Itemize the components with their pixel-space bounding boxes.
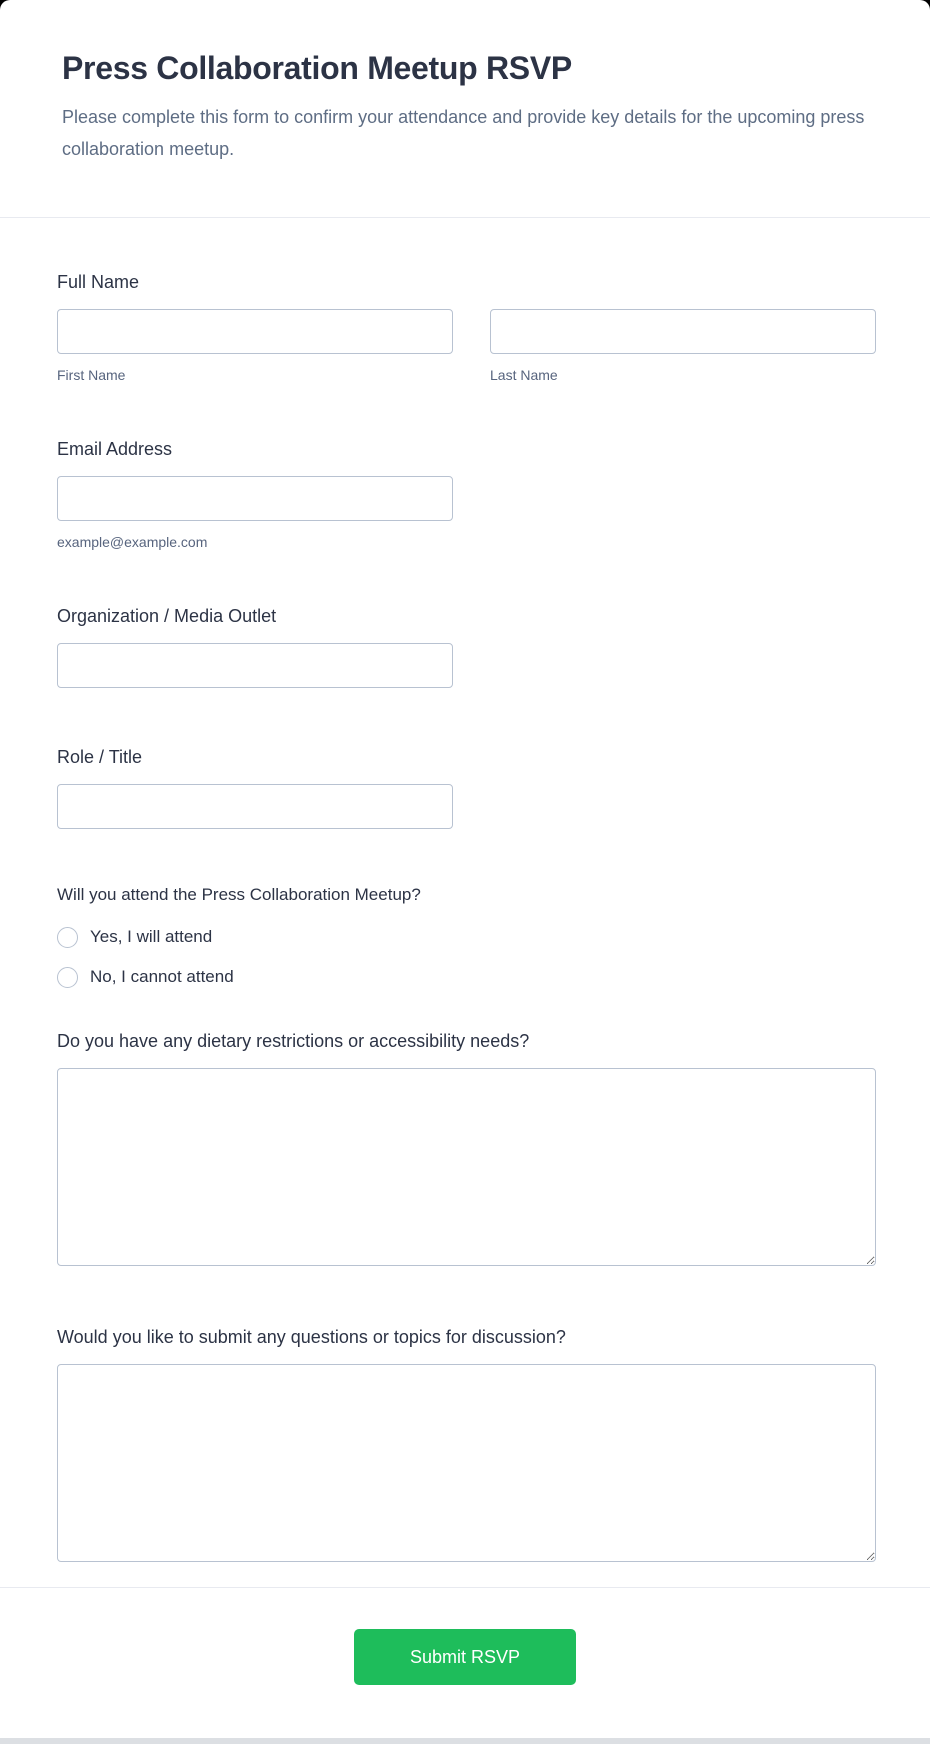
full-name-inputs: [57, 309, 876, 354]
radio-option-no[interactable]: [57, 963, 876, 991]
field-role: [57, 747, 876, 829]
last-name-input[interactable]: [490, 309, 876, 354]
form-subtitle: Please complete this form to confirm your attendance and provide key details for the upcoming press collaboration meetup.: [62, 107, 865, 159]
role-label: Role / Title: [57, 747, 143, 767]
role-input[interactable]: [57, 784, 453, 829]
field-email: [57, 439, 876, 550]
submit-rsvp-button[interactable]: Submit RSVP: [354, 1629, 576, 1685]
first-name-input[interactable]: [57, 309, 453, 354]
questions-textarea[interactable]: [57, 1364, 876, 1562]
dietary-label: Do you have any dietary restrictions or accessibility needs?: [57, 1031, 530, 1051]
form-header: [0, 0, 930, 218]
dietary-textarea[interactable]: [57, 1068, 876, 1266]
radio-no-icon[interactable]: [57, 967, 78, 988]
page-title: Press Collaboration Meetup RSVP: [62, 50, 572, 86]
email-label: Email Address: [57, 439, 173, 459]
radio-yes-icon[interactable]: [57, 927, 78, 948]
radio-option-yes[interactable]: [57, 923, 876, 951]
email-sublabel: example@example.com: [57, 534, 208, 550]
email-input[interactable]: [57, 476, 453, 521]
last-name-sublabel: Last Name: [490, 367, 558, 383]
full-name-label: Full Name: [57, 272, 140, 292]
organization-input[interactable]: [57, 643, 453, 688]
radio-no-label: No, I cannot attend: [90, 967, 234, 986]
bottom-strip: [0, 1738, 930, 1744]
questions-label: Would you like to submit any questions or topics for discussion?: [57, 1327, 566, 1347]
field-organization: [57, 606, 876, 688]
full-name-sublabels: [57, 354, 876, 383]
field-questions: [57, 1327, 876, 1567]
field-attendance: [57, 885, 876, 991]
field-dietary: [57, 1031, 876, 1271]
attendance-question: Will you attend the Press Collaboration Meetup?: [57, 885, 421, 904]
form-body: [0, 218, 930, 1587]
radio-yes-label: Yes, I will attend: [90, 927, 213, 946]
field-full-name: [57, 272, 876, 383]
organization-label: Organization / Media Outlet: [57, 606, 277, 626]
first-name-sublabel: First Name: [57, 367, 126, 383]
form-footer: [0, 1587, 930, 1731]
